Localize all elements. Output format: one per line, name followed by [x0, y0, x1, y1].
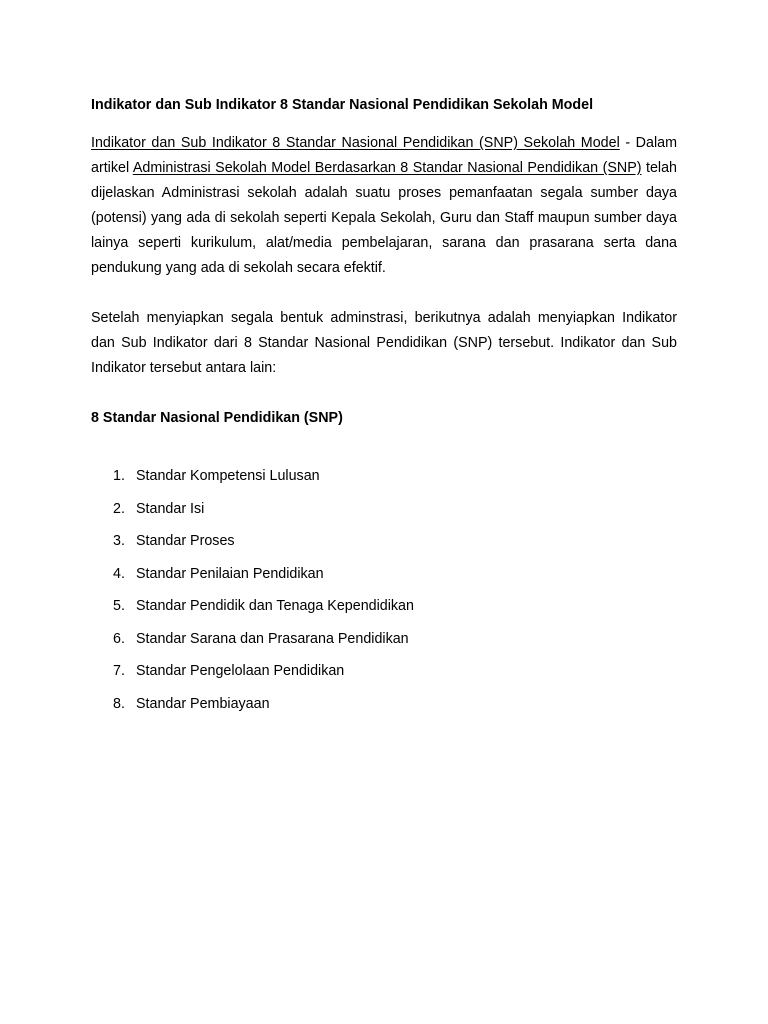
list-item-number: 6.: [113, 630, 125, 647]
list-item-text: Standar Sarana dan Prasarana Pendidikan: [136, 630, 409, 647]
list-item-number: 7.: [113, 663, 125, 679]
list-item: [91, 629, 677, 649]
list-item-number: 4.: [113, 565, 125, 582]
snp-list: [91, 466, 677, 714]
administrasi-sekolah-model-link[interactable]: Administrasi Sekolah Model Berdasarkan 8 Standar Nasional Pendidikan (SNP): [132, 160, 642, 176]
intro-text-1: - Dalam artikel: [91, 135, 677, 176]
list-item-text: Standar Pengelolaan Pendidikan: [136, 663, 345, 679]
section-heading: 8 Standar Nasional Pendidikan (SNP): [91, 410, 343, 426]
list-item-text: Standar Penilaian Pendidikan: [136, 565, 324, 582]
list-item: [91, 596, 677, 616]
list-item-number: 8.: [113, 695, 125, 712]
document-title: Indikator dan Sub Indikator 8 Standar Nasional Pendidikan Sekolah Model: [91, 97, 594, 113]
snp-sekolah-model-link[interactable]: Indikator dan Sub Indikator 8 Standar Nasional Pendidikan (SNP) Sekolah Model: [91, 135, 620, 151]
list-item: [91, 694, 677, 714]
list-item: [91, 531, 677, 551]
list-item-text: Standar Proses: [136, 533, 235, 549]
second-paragraph: Setelah menyiapkan segala bentuk adminstrasi, berikutnya adalah menyiapkan Indikator dan Sub Indikator dari 8 Standar Nasional Pendidikan (SNP) tersebut. Indikator dan Sub Indikator tersebut antara lain:: [91, 310, 677, 376]
list-item-text: Standar Pendidik dan Tenaga Kependidikan: [136, 598, 414, 614]
document-page: [91, 95, 677, 726]
list-item-number: 2.: [113, 500, 125, 517]
list-item: [91, 499, 677, 519]
list-item: [91, 564, 677, 584]
list-item: [91, 466, 677, 486]
list-item-number: 3.: [113, 533, 125, 549]
list-item-text: Standar Kompetensi Lulusan: [136, 468, 320, 484]
list-item: [91, 661, 677, 681]
list-item-text: Standar Isi: [136, 500, 205, 517]
list-item-number: 5.: [113, 598, 125, 614]
intro-paragraph: [91, 131, 677, 281]
list-item-number: 1.: [113, 468, 125, 484]
list-item-text: Standar Pembiayaan: [136, 695, 270, 712]
intro-text-2: telah dijelaskan Administrasi sekolah adalah suatu proses pemanfaatan segala sumber daya (potensi) yang ada di sekolah seperti Kepala Sekolah, Guru dan Staff maupun sumber daya lainya seperti kurikulum, alat/media pembelajaran, sarana dan prasarana serta dana pendukung yang ada di sekolah secara efektif.: [91, 160, 677, 276]
